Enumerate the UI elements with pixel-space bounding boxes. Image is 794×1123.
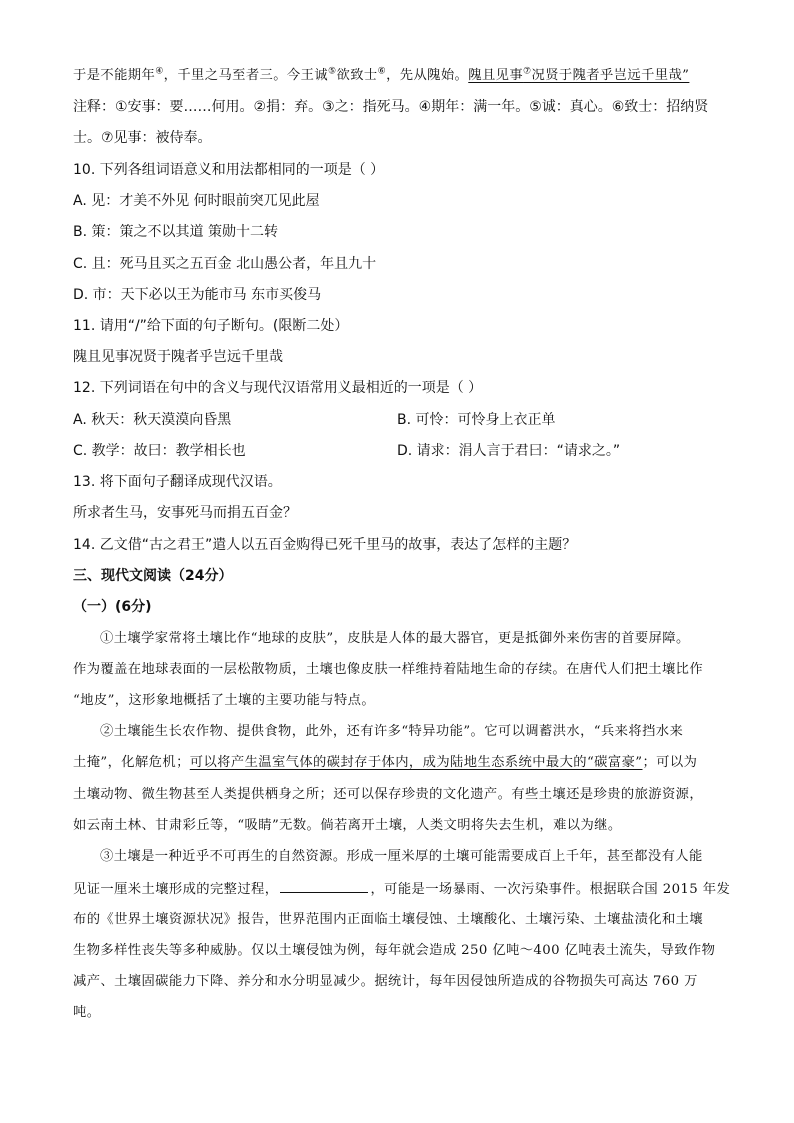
article-line: 土壤动物、微生物甚至人类提供栖身之所；还可以保存珍贵的文化遗产。有些土壤还是珍贵的旅游资源， xyxy=(73,787,704,802)
question-11-sentence: 隗且见事况贤于隗者乎岂远千里哉 xyxy=(73,349,283,365)
note-marker: ⑥ xyxy=(377,66,387,77)
article-line xyxy=(73,878,730,900)
option-a: A. 见：才美不外见 何时眼前突兀见此屋 xyxy=(73,193,320,209)
article-line: “地皮”，这形象地概括了土壤的主要功能与特点。 xyxy=(73,693,376,708)
underlined-sentence: 可以将产生温室气体的碳封存于体内，成为陆地生态系统中最大的“碳富豪” xyxy=(189,755,643,770)
article-line: 吨。 xyxy=(73,1005,101,1020)
underlined-text: 况贤于隗者乎岂远千里哉” xyxy=(531,68,690,83)
article-line: ①土壤学家常将土壤比作“地球的皮肤”，皮肤是人体的最大器官，更是抵御外来伤害的首要屏障。 xyxy=(100,631,690,646)
notes-line: 注释：①安事：要……何用。②捐：弃。③之：指死马。④期年：满一年。⑤诚：真心。⑥致士：招纳贤 xyxy=(73,99,709,115)
notes-line: 士。⑦见事：被侍奉。 xyxy=(73,130,212,146)
article-line: 如云南土林、甘肃彩丘等，“吸睛”无数。倘若离开土壤，人类文明将失去生机，难以为继。 xyxy=(73,818,622,833)
question-14-stem: 14. 乙文借“古之君王”遣人以五百金购得已死千里马的故事，表达了怎样的主题？ xyxy=(73,537,577,553)
option-b: B. 可怜：可怜身上衣正单 xyxy=(397,412,556,428)
article-line xyxy=(73,753,697,773)
section-heading: 三、现代文阅读（24分） xyxy=(73,568,233,584)
note-marker: ⑦ xyxy=(523,66,532,77)
fill-in-blank[interactable] xyxy=(280,878,368,893)
passage-text: 欲致士 xyxy=(336,68,378,83)
sub-heading: （一）(6分) xyxy=(73,599,152,615)
article-line: ②土壤能生长农作物、提供食物，此外，还有许多“特异功能”。它可以调蓄洪水，“兵来将挡水来 xyxy=(100,724,684,739)
option-b: B. 策：策之不以其道 策勋十二转 xyxy=(73,224,278,240)
article-line: 布的《世界土壤资源状况》报告，世界范围内正面临土壤侵蚀、土壤酸化、土壤污染、土壤盐渍化和土壤 xyxy=(73,912,704,927)
option-a: A. 秋天：秋天漠漠向昏黑 xyxy=(73,412,232,428)
passage-text: 于是不能期年 xyxy=(73,68,156,83)
question-13-sentence: 所求者生马，安事死马而捐五百金？ xyxy=(73,505,297,521)
article-line: 生物多样性丧失等多种威胁。仅以土壤侵蚀为例，每年就会造成 250 亿吨～400 亿吨表土流失，导致作物 xyxy=(73,943,716,958)
note-marker: ④ xyxy=(155,66,164,77)
option-c: C. 且：死马且买之五百金 北山愚公者，年且九十 xyxy=(73,256,377,272)
option-d: D. 市：天下必以王为能市马 东市买俊马 xyxy=(73,287,322,303)
article-line: ③土壤是一种近乎不可再生的自然资源。形成一厘米厚的土壤可能需要成百上千年，甚至都没有人能 xyxy=(100,849,703,864)
article-text: 土掩”，化解危机； xyxy=(73,755,190,770)
note-marker: ⑤ xyxy=(328,66,337,77)
passage-text: ，千里之马至者三。今王诚 xyxy=(163,68,329,83)
passage-line xyxy=(73,66,689,86)
article-text: 见证一厘米土壤形成的完整过程， xyxy=(73,882,279,897)
underlined-sentence xyxy=(468,68,689,83)
question-11-stem: 11. 请用“/”给下面的句子断句。(限断二处） xyxy=(73,318,349,334)
passage-text: ，先从隗始。 xyxy=(386,68,469,83)
article-text: ；可以为 xyxy=(642,755,698,770)
article-line: 作为覆盖在地球表面的一层松散物质，土壤也像皮肤一样维持着陆地生命的存续。在唐代人们把土壤比作 xyxy=(73,662,704,677)
underlined-text: 隗且见事 xyxy=(468,68,524,83)
question-12-stem: 12. 下列词语在句中的含义与现代汉语常用义最相近的一项是（ ） xyxy=(73,380,483,396)
article-text: ，可能是一场暴雨、一次污染事件。根据联合国 2015 年发 xyxy=(370,882,731,897)
option-d: D. 请求：涓人言于君曰：“请求之。” xyxy=(397,443,621,459)
option-c: C. 教学：故曰：教学相长也 xyxy=(73,443,246,459)
question-13-stem: 13. 将下面句子翻译成现代汉语。 xyxy=(73,474,282,490)
article-line: 减产、土壤固碳能力下降、养分和水分明显减少。据统计，每年因侵蚀所造成的谷物损失可高达 760 万 xyxy=(73,974,698,989)
question-10-stem: 10. 下列各组词语意义和用法都相同的一项是（ ） xyxy=(73,162,385,178)
